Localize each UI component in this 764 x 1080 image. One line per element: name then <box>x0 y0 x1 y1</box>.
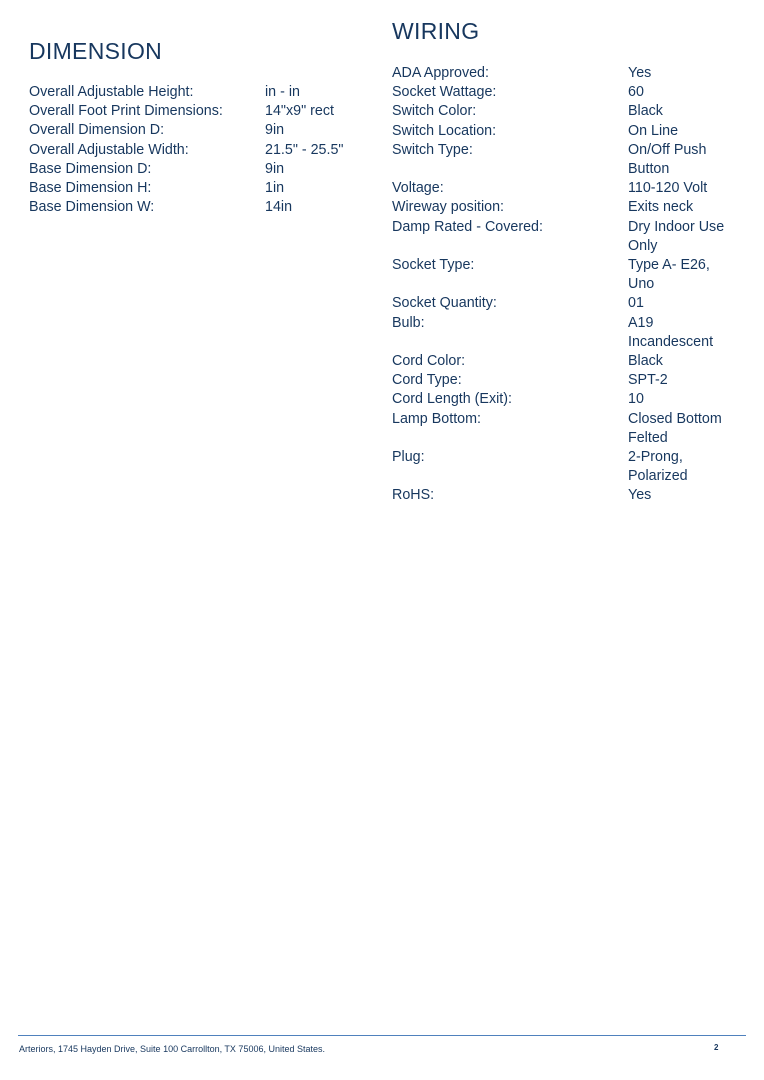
spec-label: Wireway position: <box>392 199 505 216</box>
spec-value: On/Off Push Button <box>628 141 707 178</box>
spec-row <box>392 448 728 486</box>
spec-row <box>29 179 375 198</box>
spec-value: 9in <box>265 160 285 177</box>
spec-row <box>392 314 728 352</box>
spec-row <box>392 102 728 121</box>
spec-label: Lamp Bottom: <box>392 410 481 427</box>
spec-value: 14in <box>265 199 293 216</box>
spec-row <box>29 198 375 217</box>
spec-label: Overall Adjustable Width: <box>29 141 189 158</box>
spec-row <box>392 256 728 294</box>
spec-label: Switch Type: <box>392 141 473 158</box>
footer-address: Arteriors, 1745 Hayden Drive, Suite 100 Carrollton, TX 75006, United States. <box>19 1044 325 1054</box>
spec-row <box>392 141 728 179</box>
spec-value: in - in <box>265 84 300 100</box>
spec-label: Cord Color: <box>392 353 466 370</box>
spec-label: Base Dimension W: <box>29 199 155 216</box>
spec-value: Black <box>628 353 663 370</box>
spec-row <box>392 122 728 141</box>
spec-value: A19 Incandescent <box>628 314 714 350</box>
spec-value: 110-120 Volt <box>628 180 708 197</box>
spec-value: 01 <box>628 295 644 312</box>
spec-row <box>392 198 728 217</box>
spec-label: Overall Adjustable Height: <box>29 84 194 100</box>
spec-label: Switch Color: <box>392 103 477 120</box>
spec-label: Base Dimension D: <box>29 160 152 177</box>
spec-row <box>29 160 375 179</box>
spec-label: Socket Type: <box>392 257 475 274</box>
wiring-section-title: WIRING <box>392 18 480 44</box>
spec-label: Socket Quantity: <box>392 295 497 312</box>
spec-value: 14"x9" rect <box>265 103 334 120</box>
spec-value: Closed Bottom Felted <box>628 410 722 446</box>
spec-label: ADA Approved: <box>392 65 489 81</box>
footer-divider <box>18 1035 746 1036</box>
spec-value: 10 <box>628 391 644 408</box>
spec-value: 2-Prong, Polarized <box>628 449 688 485</box>
spec-value: 1in <box>265 180 285 197</box>
spec-label: Overall Foot Print Dimensions: <box>29 103 223 120</box>
spec-label: Voltage: <box>392 180 444 197</box>
spec-value: Black <box>628 103 663 120</box>
spec-value: 21.5" - 25.5" <box>265 141 344 158</box>
spec-value: Yes <box>628 487 652 504</box>
spec-value: Dry Indoor Use Only <box>628 218 725 254</box>
spec-value: Type A- E26, Uno <box>628 257 710 293</box>
spec-row <box>392 486 728 505</box>
spec-label: Switch Location: <box>392 122 497 139</box>
spec-value: On Line <box>628 122 679 139</box>
spec-label: RoHS: <box>392 487 435 504</box>
spec-label: Plug: <box>392 449 425 466</box>
spec-value: 60 <box>628 84 644 101</box>
spec-row <box>392 83 728 102</box>
spec-row <box>392 294 728 313</box>
spec-row <box>29 141 375 160</box>
spec-value: Exits neck <box>628 199 694 216</box>
wiring-spec-table <box>392 64 728 506</box>
spec-label: Cord Length (Exit): <box>392 391 512 408</box>
spec-row <box>392 64 728 83</box>
dimension-section-title: DIMENSION <box>29 38 163 64</box>
dimension-spec-table <box>29 83 375 217</box>
spec-label: Damp Rated - Covered: <box>392 218 543 235</box>
spec-label: Bulb: <box>392 314 425 331</box>
spec-row <box>392 371 728 390</box>
spec-row <box>392 390 728 409</box>
spec-label: Base Dimension H: <box>29 180 152 197</box>
spec-row <box>29 83 375 102</box>
spec-row <box>392 218 728 256</box>
spec-row <box>392 352 728 371</box>
spec-label: Overall Dimension D: <box>29 122 165 139</box>
spec-value: Yes <box>628 65 652 81</box>
spec-value: 9in <box>265 122 285 139</box>
page-number: 2 <box>714 1043 719 1052</box>
spec-row <box>392 410 728 448</box>
spec-row <box>29 121 375 140</box>
spec-label: Cord Type: <box>392 372 462 389</box>
spec-row <box>29 102 375 121</box>
spec-value: SPT-2 <box>628 372 668 389</box>
spec-label: Socket Wattage: <box>392 84 497 101</box>
spec-row <box>392 179 728 198</box>
